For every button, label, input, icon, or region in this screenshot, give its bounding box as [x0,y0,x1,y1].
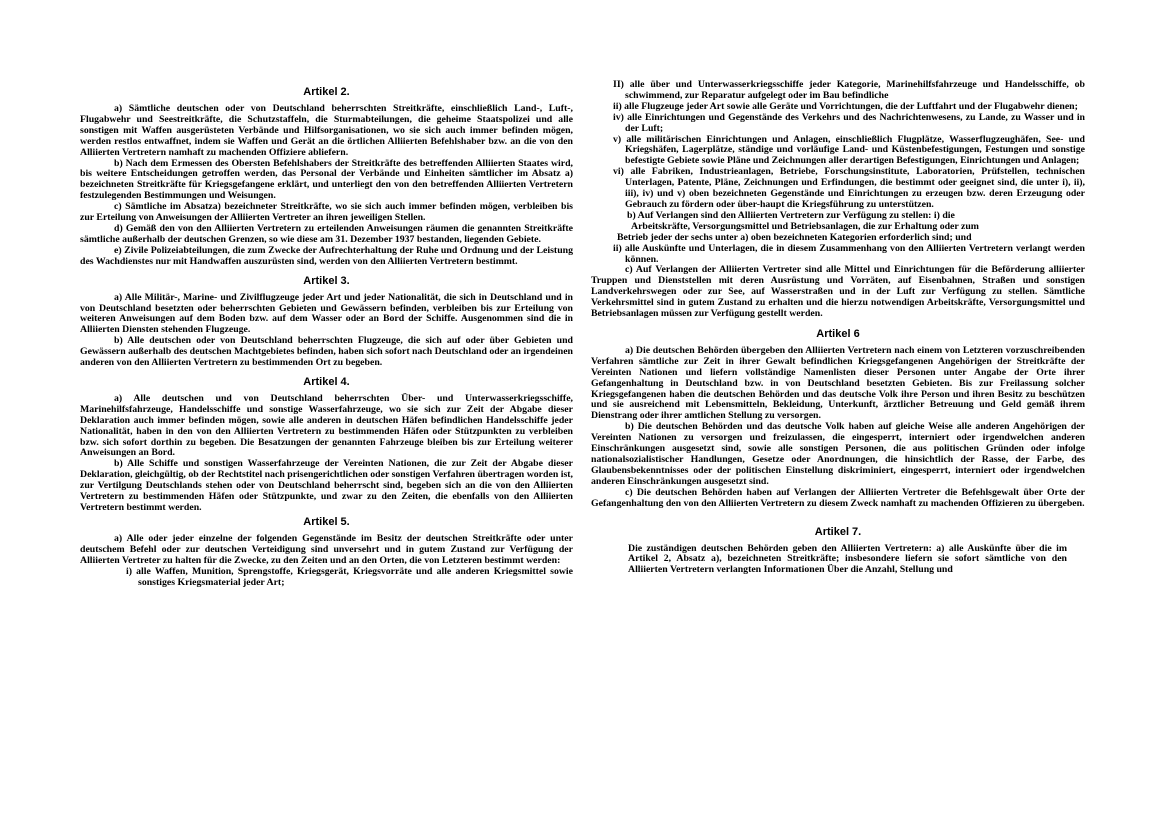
article-5-paragraph-b-item-ii: ii) alle Auskünfte und Unterlagen, die in diesem Zusammenhang von den Alliierten Vertretern verlangt werden können. [613,242,1085,265]
article-5-item-iv: iv) alle Einrichtungen und Gegenstände des Verkehrs und des Nachrichtenwesens, zu Lande, zu Wasser und in der Luft; [613,111,1085,134]
article-2-paragraph-c: c) Sämtliche im Absatza) bezeichneter Streitkräfte, wo sie sich auch immer befinden mögen, verbleiben bis zur Erteilung von Anweisungen der Alliierten Vertreter an ihren jeweiligen Stellen. [80,201,573,224]
article-6-paragraph-c: c) Die deutschen Behörden haben auf Verlangen der Alliierten Vertreter die Befehlsgewalt über Orte der Gefangenhaltung den von den Alliierten Vertretern zu diesem Zweck namhaft zu machenden Offizieren zu übergeben. [591,486,1085,509]
article-5-paragraph-b: b) Auf Verlangen sind den Alliierten Vertretern zur Verfügung zu stellen: i) die [627,209,955,221]
article-5-paragraph-a: a) Alle oder jeder einzelne der folgenden Gegenstände im Besitz der deutschen Streitkräfte oder unter deutschem Befehl oder zur deutschen Verteidigung sind unversehrt und in gutem Zustand zur Verfügung der Alliierten Vertreter zu halten für die Zwecke, zu den Zeiten und an den Orten, die von Letzteren bestimmt werden: [80,532,573,566]
article-4-paragraph-a: a) Alle deutschen und von Deutschland beherrschten Über- und Unterwasserkriegsschiffe, Marinehilfsfahrzeuge, Handelsschiffe und sonstige Wasserfahrzeuge, wo sie sich zur Zeit der Abgabe dieser Deklaration auch immer befinden mögen, sowie alle anderen in deutschen Häfen befindlichen Handelsschiffe jeder Nationalität, haben in den von den Alliierten Vertretern zu bestimmenden Häfen oder Stützpunkten zu verbleiben bzw. sich sofort dorthin zu begeben. Die Besatzungen der genannten Fahrzeuge bleiben bis zur Erteilung weiterer Anweisungen an Bord. [80,392,573,459]
left-column [80,80,573,588]
article-5-item-ii: II) alle über und Unterwasserkriegsschiffe jeder Kategorie, Marinehilfsfahrzeuge und Handelsschiffe, ob schwimmend, zur Reparatur aufgelegt oder im Bau befindliche [613,79,1085,101]
article-4-heading: Artikel 4. [303,375,350,388]
article-3-paragraph-b: b) Alle deutschen oder von Deutschland beherrschten Flugzeuge, die sich auf oder über Gebieten und Gewässern außerhalb des deutschen Machtgebietes befinden, haben sich sofort nach Deutschland oder an irgendeinen anderen von den Alliierten Vertretern zu bestimmenden Ort zu begeben. [80,335,573,369]
article-7-heading: Artikel 7. [814,525,862,538]
article-5-item-v: v) alle militärischen Einrichtungen und Anlagen, einschließlich Flugplätze, Wasserflugzeughäfen, See- und Kriegshäfen, Lagerplätze, ständige und vorläufige Land- und Küstenbefestigungen, Festungen und sonstige befestigte Gebiete sowie Pläne und Zeichnungen aller derartigen Befestigungen, Einrichtungen und Anlagen; [613,133,1085,167]
article-5-item-vi: vi) alle Fabriken, Industrieanlagen, Betriebe, Forschungsinstitute, Laboratorien, Prüfstellen, technischen Unterlagen, Patente, Pläne, Zeichnungen und Erfindungen, die bestimmt oder geeignet sind, die unter i), ii), iii), iv) und v) oben bezeichneten Gegenstände und Einrichtungen zu erzeugen bzw. deren Erzeugung oder Gebrauch zu fördern oder über-haupt die Kriegsführung zu unterstützen. [613,166,1085,210]
article-6-paragraph-a: a) Die deutschen Behörden übergeben den Alliierten Vertretern nach einem von Letzteren vorzuschreibenden Verfahren sämtliche zur Zeit in ihrer Gewalt befindlichen Kriegsgefangenen Angehörigen der Streitkräfte der Vereinten Nationen und liefern vollständige Namenlisten dieser Personen unter Angabe der Orte ihrer Gefangenhaltung in Deutschland bzw. in von Deutschland besetzten Gebieten. Bis zur Freilassung solcher Kriegsgefangenen haben die deutschen Behörden und das deutsche Volk ihre Person und ihren Besitz zu beschützen und sie ausreichend mit Lebensmitteln, Bekleidung, Unterkunft, ärztlicher Betreuung und Geld gemäß ihrem Dienstrang oder ihrer amtlichen Stellung zu versorgen. [591,344,1085,422]
article-4-paragraph-b: b) Alle Schiffe und sonstigen Wasserfahrzeuge der Vereinten Nationen, die zur Zeit der Abgabe dieser Deklaration, gleichgültig, ob der Rechtstitel nach prisengerichtlichen oder sonstigen Verfahren übertragen worden ist, zur Vertilgung Deutschlands stehen oder von Deutschland beherrscht sind, begeben sich an die von den Alliierten Vertretern zu bestimmenden Häfen oder Stützpunkte, und zwar zu den Zeiten, die ebenfalls von den Alliierten Vertretern bestimmt werden. [80,458,573,513]
article-2-paragraph-e: e) Zivile Polizeiabteilungen, die zum Zwecke der Aufrechterhaltung der Ruhe und Ordnung und der Leistung des Wachdienstes nur mit Handwaffen auszurüsten sind, werden von den Alliierten Vertretern bestimmt. [80,244,573,267]
article-5-paragraph-b-line-3: Betrieb jeder der sechs unter a) oben bezeichneten Kategorien erforderlich sind; und [617,231,972,243]
article-2-paragraph-d: d) Gemäß den von den Alliierten Vertretern zu erteilenden Anweisungen räumen die genannten Streitkräfte sämtliche außerhalb der deutschen Grenzen, so wie diese am 31. Dezember 1937 bestanden, liegenden Gebiete. [80,222,573,245]
article-6-paragraph-b: b) Die deutschen Behörden und das deutsche Volk haben auf gleiche Weise alle anderen Angehörigen der Vereinten Nationen zu versorgen und freizulassen, die eingesperrt, interniert oder irgendwelchen anderen Einschränkungen ausgesetzt sind, sowie alle sonstigen Personen, die aus politischen Gründen oder infolge nationalsozialistischer Handlungen, Gesetze oder Anordnungen, die hinsichtlich der Rasse, der Farbe, des Glaubensbekenntnisses oder der politischen Einstellung diskriminiert, eingesperrt, interniert oder irgendwelchen anderen Einschränkungen ausgesetzt sind. [591,421,1085,487]
article-5-paragraph-b-line-2: Arbeitskräfte, Versorgungsmittel und Betriebsanlagen, die zur Erhaltung oder zum [631,220,979,232]
article-6-heading: Artikel 6 [816,327,860,340]
article-5-paragraph-c: c) Auf Verlangen der Alliierten Vertreter sind alle Mittel und Einrichtungen für die Beförderung alliierter Truppen und Dienststellen mit deren Ausrüstung und Vorräten, auf Eisenbahnen, Straßen und sonstigen Landverkehrswegen oder zur See, auf Wasserstraßen und in der Luft zur Verfügung zu stellen. Sämtliche Verkehrsmittel sind in gutem Zustand zu erhalten und die hierzu notwendigen Arbeitskräfte, Versorgungsmittel und Betriebsanlagen müssen zur Verfügung gestellt werden. [591,264,1085,320]
article-2-heading: Artikel 2. [303,86,350,98]
article-3-paragraph-a: a) Alle Militär-, Marine- und Zivilflugzeuge jeder Art und jeder Nationalität, die sich in Deutschland und in von Deutschland besetzten oder beherrschten Gebieten und Gewässern befinden, verbleiben bis zur Erteilung von weiteren Anweisungen auf dem Boden bzw. auf dem Wasser oder an Bord der Schiffe. Ausgenommen sind die in Alliierten Diensten stehenden Flugzeuge. [80,291,573,336]
article-2-paragraph-b: b) Nach dem Ermessen des Obersten Befehlshabers der Streitkräfte des betreffenden Alliierten Staates wird, bis weitere Entscheidungen getroffen werden, das Personal der Verbände und Einheiten sämtlicher im Absatz a) bezeichneten Streitkräfte für Kriegsgefangene erklärt, und unterliegt den von den betreffenden Alliierten Vertretern festzulegenden Bestimmungen und Weisungen. [80,157,573,202]
article-5-heading: Artikel 5. [303,515,350,528]
right-column [591,80,1085,576]
article-5-item-iii: ii) alle Flugzeuge jeder Art sowie alle Geräte und Vorrichtungen, die der Luftfahrt und der Flugabwehr dienen; [613,100,1078,112]
article-2-paragraph-a: a) Sämtliche deutschen oder von Deutschland beherrschten Streitkräfte, einschließlich Land-, Luft-, Flugabwehr und Seestreitkräfte, die Schutzstaffeln, die Sturmabteilungen, die geheime Staatspolizei und alle sonstigen mit Waffen ausgerüsteten Verbände und Hilfsorganisationen, wo sie sich auch immer befinden mögen, werden restlos entwaffnet, indem sie Waffen und Gerät an die örtlichen Alliierten Befehlshaber bzw. an die von den Alliierten Vertretern namhaft zu machenden Offiziere abliefern. [80,103,573,158]
article-7-text: Die zuständigen deutschen Behörden geben den Alliierten Vertretern: a) alle Auskünfte über die im Artikel 2, Absatz a), bezeichneten Streitkräfte; insbesondere liefern sie sofort sämtliche von den Alliierten Vertretern verlangten Informationen Über die Anzahl, Stellung und [628,542,1067,576]
article-3-heading: Artikel 3. [303,274,350,287]
article-5-item-i: i) alle Waffen, Munition, Sprengstoffe, Kriegsgerät, Kriegsvorräte und alle anderen Kriegsmittel sowie sonstiges Kriegsmaterial jeder Art; [126,565,573,588]
